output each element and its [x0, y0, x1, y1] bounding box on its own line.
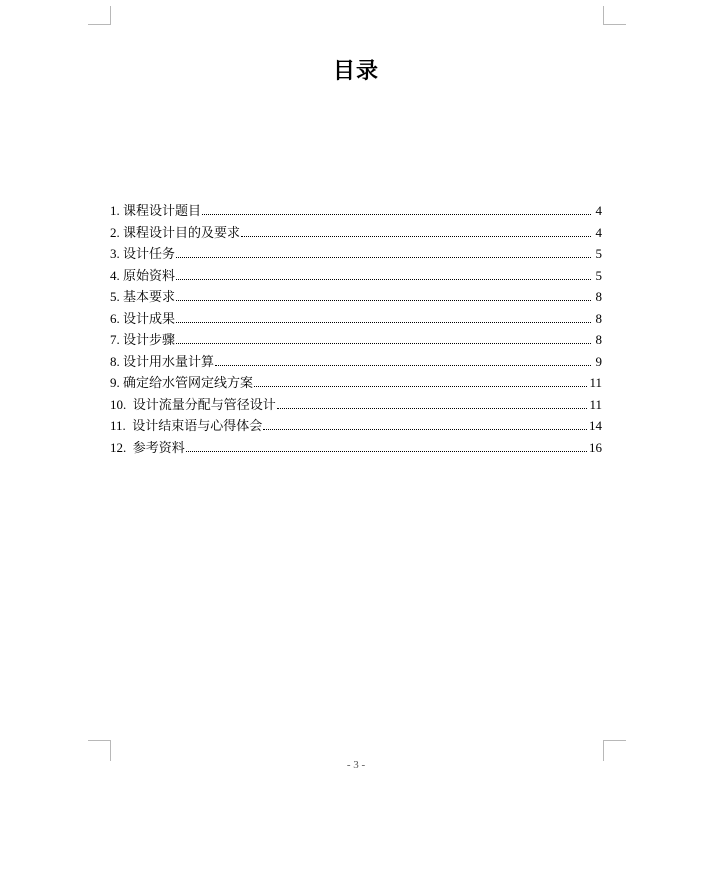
toc-entry-number: 2.: [110, 224, 123, 240]
toc-entry-title: 参考资料: [132, 440, 185, 456]
toc-entry-page: 4: [595, 224, 602, 240]
toc-dot-leader: [215, 364, 591, 366]
toc-entry-number: 10.: [110, 396, 133, 412]
toc-entry-page: 14: [589, 418, 602, 433]
toc-entry[interactable]: [110, 415, 602, 437]
page-number-footer: - 3 -: [346, 759, 366, 771]
page-title: 目录: [332, 59, 379, 84]
toc-dot-leader: [263, 428, 587, 430]
toc-entry-number: 1.: [110, 203, 123, 218]
toc-entry-page: 11: [589, 375, 602, 390]
toc-entry-title: 设计结束语与心得体会: [132, 419, 263, 434]
toc-entry-title: 课程设计题目: [123, 204, 202, 219]
toc-entry-page: 8: [595, 310, 602, 326]
toc-entry[interactable]: [110, 243, 602, 265]
toc-dot-leader: [186, 450, 587, 452]
toc-dot-leader: [176, 278, 591, 280]
toc-entry-number: 11.: [110, 418, 133, 433]
toc-entry-page: 4: [595, 203, 602, 218]
table-of-contents: [110, 200, 602, 458]
toc-entry-number: 12.: [110, 439, 133, 455]
toc-entry-title: 基本要求: [123, 290, 176, 305]
toc-entry[interactable]: [110, 200, 602, 222]
toc-entry-title: 设计步骤: [123, 333, 176, 348]
toc-dot-leader: [277, 407, 588, 409]
toc-dot-leader: [254, 385, 587, 387]
crop-mark-top-left: [88, 6, 111, 25]
toc-entry[interactable]: [110, 286, 602, 308]
toc-entry-number: 3.: [110, 246, 123, 261]
crop-mark-top-right: [603, 6, 626, 25]
toc-dot-leader: [176, 299, 591, 301]
toc-entry[interactable]: [110, 329, 602, 351]
toc-entry-page: 11: [589, 396, 602, 412]
toc-entry-number: 5.: [110, 289, 123, 304]
toc-entry[interactable]: [110, 372, 602, 394]
toc-entry-page: 8: [595, 332, 602, 347]
toc-dot-leader: [176, 321, 591, 323]
crop-mark-bottom-right: [603, 740, 626, 761]
toc-entry-title: 课程设计目的及要求: [123, 225, 241, 241]
toc-entry-title: 确定给水管网定线方案: [123, 376, 254, 391]
toc-entry-title: 设计成果: [123, 311, 176, 327]
toc-entry-number: 8.: [110, 353, 123, 369]
toc-dot-leader: [202, 213, 591, 215]
toc-entry-title: 原始资料: [123, 268, 176, 284]
toc-dot-leader: [176, 256, 591, 258]
toc-entry-title: 设计流量分配与管径设计: [132, 397, 276, 413]
toc-entry[interactable]: [110, 394, 602, 416]
toc-dot-leader: [241, 235, 591, 237]
toc-entry-page: 9: [595, 353, 602, 369]
toc-entry[interactable]: [110, 437, 602, 459]
toc-entry-page: 8: [595, 289, 602, 304]
toc-entry-page: 5: [595, 246, 602, 261]
toc-entry-number: 9.: [110, 375, 123, 390]
toc-entry-number: 7.: [110, 332, 123, 347]
toc-entry-title: 设计任务: [123, 247, 176, 262]
toc-entry-page: 16: [589, 439, 602, 455]
toc-entry[interactable]: [110, 308, 602, 330]
toc-entry[interactable]: [110, 351, 602, 373]
crop-mark-bottom-left: [88, 740, 111, 761]
toc-entry-title: 设计用水量计算: [123, 354, 215, 370]
toc-dot-leader: [176, 342, 591, 344]
toc-entry[interactable]: [110, 222, 602, 244]
toc-entry-number: 6.: [110, 310, 123, 326]
toc-entry-number: 4.: [110, 267, 123, 283]
toc-entry-page: 5: [595, 267, 602, 283]
toc-entry[interactable]: [110, 265, 602, 287]
